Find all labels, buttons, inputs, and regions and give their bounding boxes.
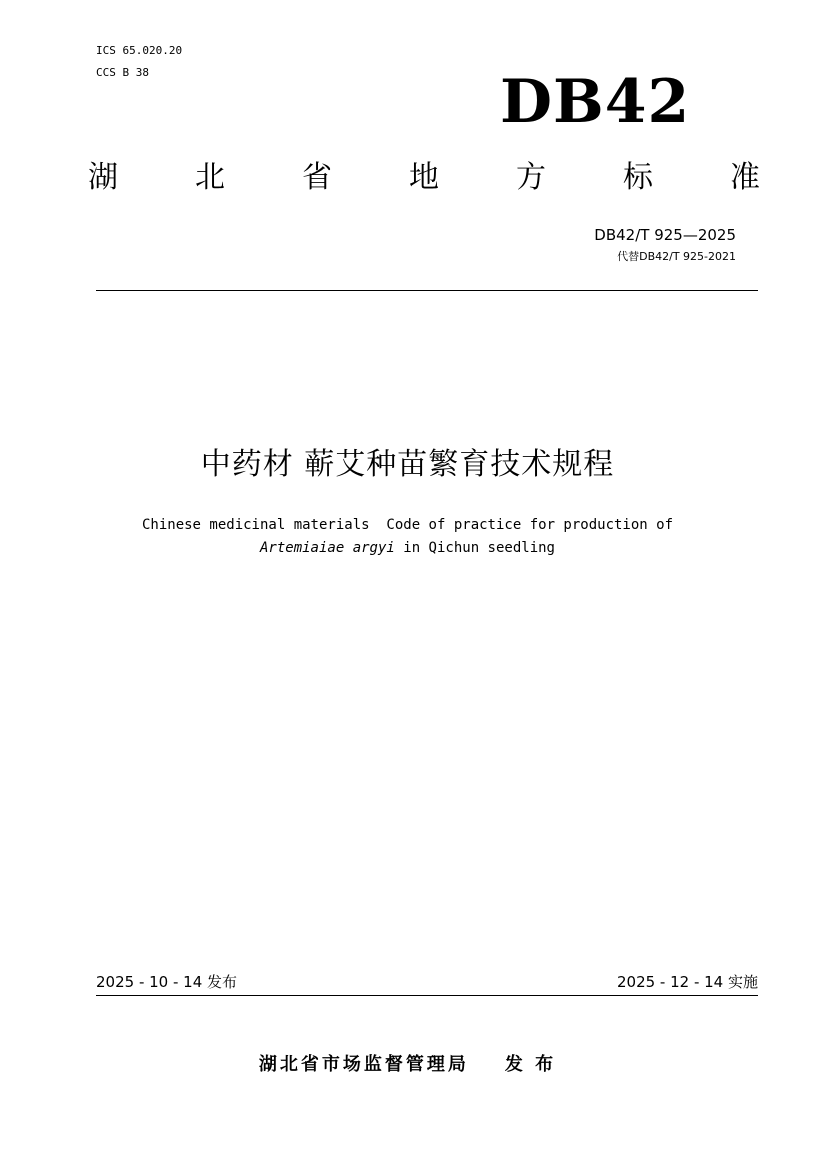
issuing-authority (0, 1052, 815, 1078)
standard-code: DB42 (500, 67, 691, 137)
standard-type-char: 北 (195, 160, 225, 195)
title-en-line2-rest: in Qichun seedling (394, 540, 555, 556)
document-title-zh: 中药材 蕲艾种苗繁育技术规程 (200, 447, 615, 482)
standard-number: DB42/T 925—2025 (594, 226, 736, 244)
issuer-name: 湖北省市场监督管理局 (258, 1054, 469, 1075)
standard-type (88, 157, 760, 199)
issuer-action: 发 布 (504, 1054, 557, 1075)
standard-type-char: 地 (409, 160, 439, 195)
classification-codes (96, 40, 182, 84)
standard-type-char: 省 (302, 160, 332, 195)
ics-code: ICS 65.020.20 (96, 44, 183, 57)
header-divider (96, 290, 758, 291)
document-title-en (0, 514, 815, 560)
standard-type-char: 准 (730, 160, 760, 195)
species-name: Artemiaiae argyi (259, 540, 395, 556)
standard-type-char: 方 (516, 160, 546, 195)
title-en-line2 (0, 537, 815, 560)
footer-divider (96, 995, 758, 996)
title-en-line1: Chinese medicinal materials Code of practice for production of (141, 517, 673, 533)
ccs-code: CCS B 38 (96, 66, 149, 79)
standard-type-char: 湖 (88, 160, 118, 195)
publish-date: 2025 - 10 - 14 发布 (96, 973, 238, 991)
effective-date: 2025 - 12 - 14 实施 (616, 973, 758, 991)
replaces-standard: 代替DB42/T 925-2021 (617, 250, 736, 263)
standard-type-char: 标 (623, 160, 653, 195)
